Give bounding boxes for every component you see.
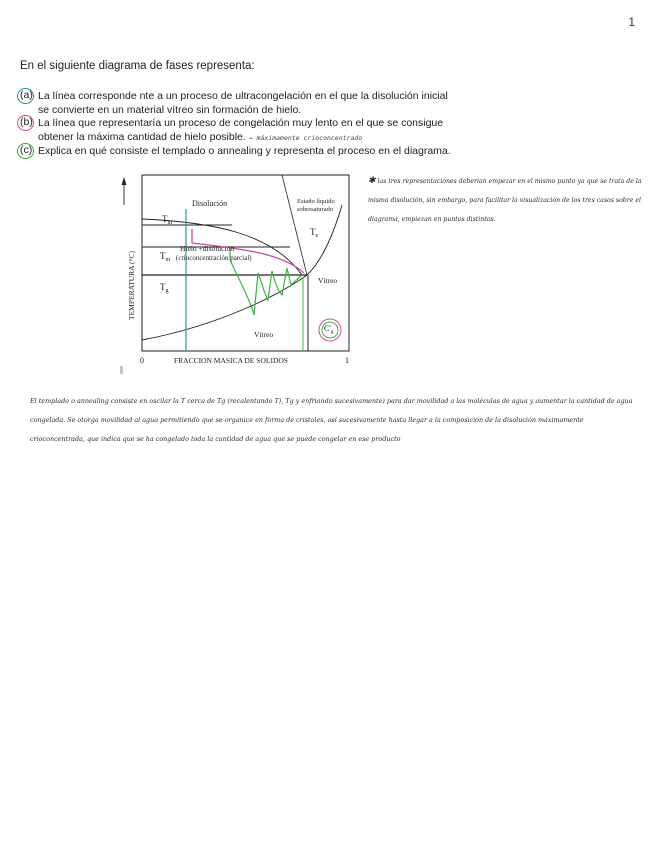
label-cg: $C'_g$ [324,324,334,335]
label-te: $T_e$ [310,227,319,239]
y-axis-arrowhead [122,177,127,185]
question-b-annotation: → máximamente crioconcentrado [248,133,363,142]
question-b [20,117,460,145]
side-note [368,172,648,229]
x-axis-one: 1 [345,356,349,365]
label-estado-liquido-2: sobresaturado [297,206,334,213]
question-b-letter: (b) [20,116,33,128]
y-axis-label: TEMPERATURA (°C) [127,250,136,320]
label-tn: $T_m$ [160,251,171,263]
bottom-note: El templado o annealing consiste en oscilar la T cerca de Tg (recalentando T), Tg y enfriando sucesivamente) para dar movilidad a las moléculas de agua y aumentar la cantidad de agua congelada. Se otorga movilidad al agua permitiendo que se organice en forma de cristales, así sucesivamente hasta llegar a la composición de la disolución máximamente crioconcentrada, que indica que se ha congelado toda la cantidad de agua que se puede congelar en ese producto [30,397,633,443]
label-hielo-1: Hielo +disolución [180,244,235,253]
page-number: 1 [628,15,635,29]
label-vitreo-bottom: Vítreo [254,330,274,339]
phase-diagram [112,165,357,370]
label-vitreo-right: Vítreo [318,276,338,285]
question-list [20,90,460,159]
question-c-text: Explica en qué consiste el templado o annealing y representa el proceso en el diagrama. [38,145,451,157]
x-axis-label: FRACCION MASICA DE SOLIDOS [174,356,288,365]
star-icon: ✱ [368,176,376,186]
question-b-text: La línea que representaría un proceso de congelación muy lento en el que se consigue obtener la máxima cantidad de hielo posible. [38,117,444,143]
label-disolucion: Disolución [192,199,228,208]
side-note-text: las tres representaciones deberían empezar en el mismo punto ya que se trata de la misma disolución, sin embargo, para facilitar la visualización de los tres casos sobre el diagrama, empiezan en puntos distintos. [368,178,642,223]
question-a-letter: (a) [20,89,33,101]
question-c [20,145,460,159]
intro-text: En el siguiente diagrama de fases representa: [20,60,255,72]
label-estado-liquido-1: Estado líquido [297,198,335,205]
scroll-marker [120,366,123,374]
question-a [20,90,460,117]
label-tm: $T_m$ [162,214,173,226]
label-hielo-2: (crioconcentración parcial) [176,254,252,262]
question-c-letter: (c) [20,144,33,156]
question-a-text: La línea corresponde nte a un proceso de ultracongelación en el que la disolución inicial se convierte en un material vítreo sin formación de hielo. [38,90,448,116]
label-tg: $T_g$ [160,282,169,294]
x-axis-zero: 0 [140,356,144,365]
supersaturated-boundary [282,175,307,275]
